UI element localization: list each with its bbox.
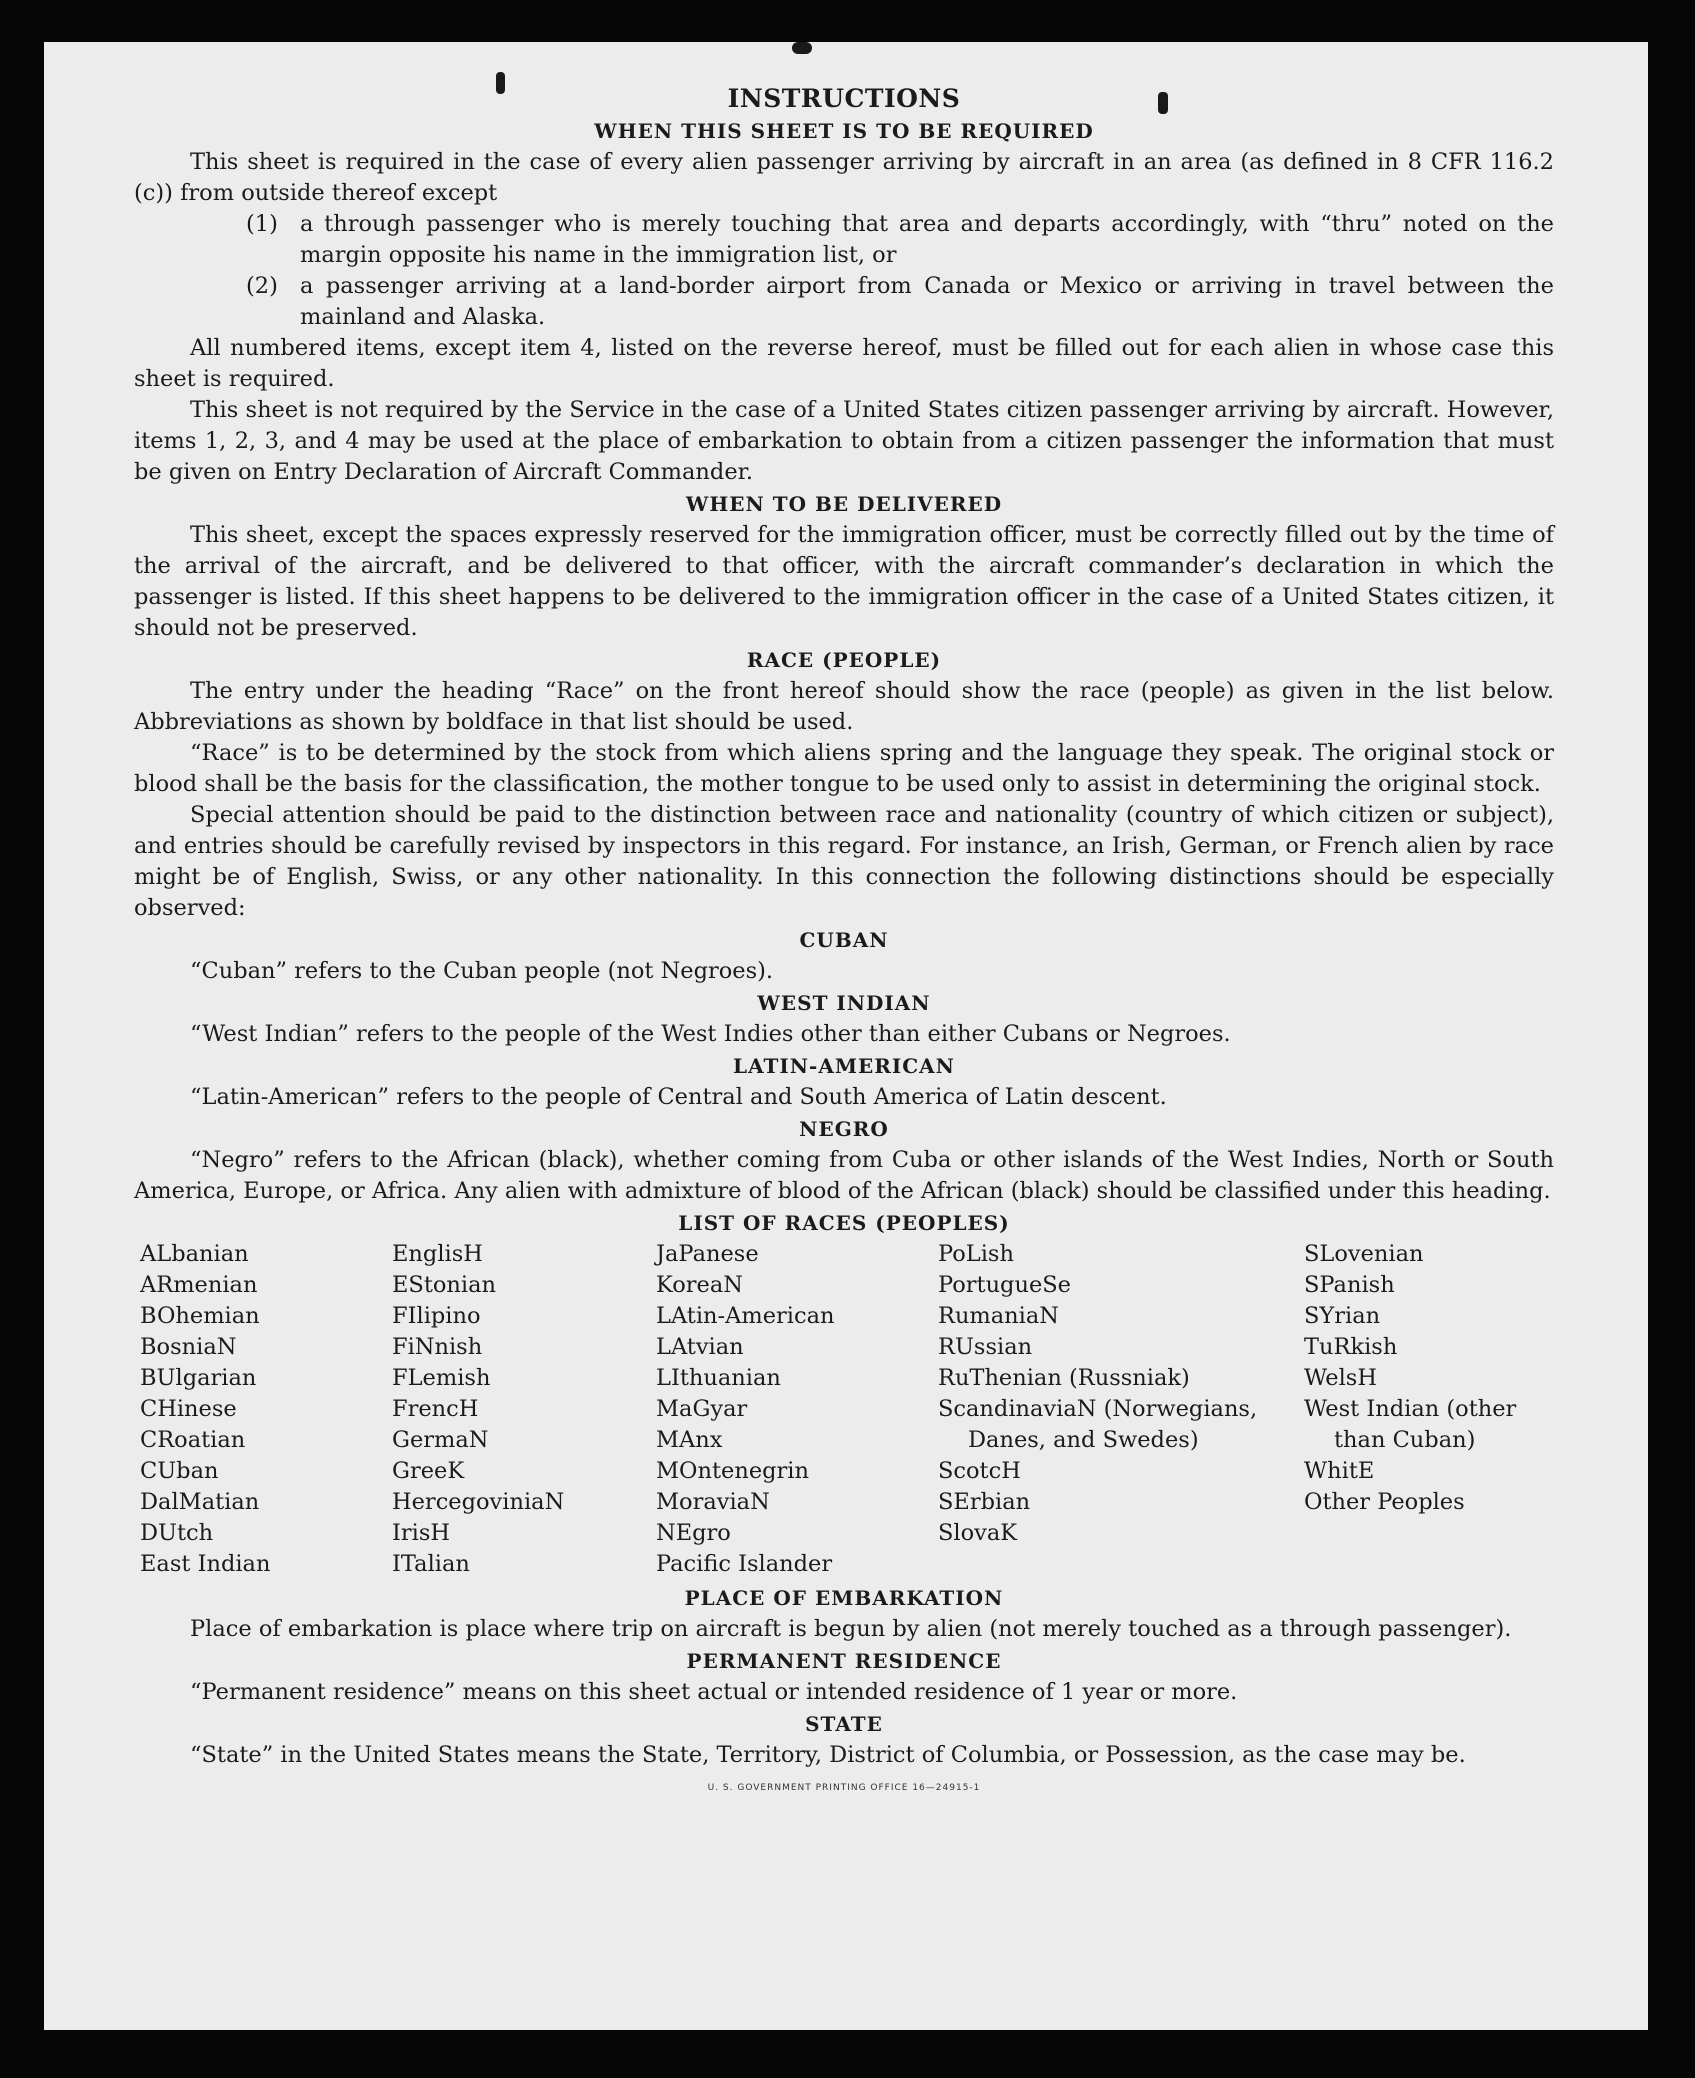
races-column: [656, 1239, 938, 1580]
race-entry: KoreaN: [656, 1272, 743, 1298]
race-entry: RumaniaN: [938, 1303, 1059, 1329]
paragraph: Special attention should be paid to the distinction between race and nationality (country of which citizen or subject), and entries should be carefully revised by inspectors in this regard. For instance, an Irish, German, or French alien by race might be of English, Swiss, or any other nationality. In this connection the following distinctions should be especially observed:: [134, 802, 1554, 921]
paragraph: This sheet is not required by the Service in the case of a United States citizen passenger arriving by aircraft. However, items 1, 2, 3, and 4 may be used at the place of embarkation to obtain from a citizen passenger the information that must be given on Entry Declaration of Aircraft Commander.: [134, 397, 1554, 485]
race-entry: EStonian: [392, 1272, 497, 1298]
race-entry: Pacific Islander: [656, 1551, 833, 1577]
item-number: (2): [246, 273, 278, 299]
race-entry: LIthuanian: [656, 1365, 781, 1391]
race-entry: PortugueSe: [938, 1272, 1072, 1298]
race-entry: GreeK: [392, 1458, 465, 1484]
heading-list-of-races: LIST OF RACES (PEOPLES): [678, 1211, 1010, 1235]
race-entry: TuRkish: [1304, 1334, 1398, 1360]
paragraph: This sheet is required in the case of every alien passenger arriving by aircraft in an area (as defined in 8 CFR 116.2 (c)) from outside thereof except: [134, 149, 1554, 206]
document-content: [134, 84, 1554, 1793]
races-column: [392, 1239, 656, 1580]
race-entry: EnglisH: [392, 1241, 483, 1267]
paragraph: “West Indian” refers to the people of the West Indies other than either Cubans or Negroes.: [190, 1021, 1231, 1047]
race-entry: MaGyar: [656, 1396, 748, 1422]
race-entry: ScandinaviaN (Norwegians, Danes, and Swedes): [938, 1396, 1258, 1453]
race-entry: JaPanese: [656, 1241, 759, 1267]
race-entry: LAtvian: [656, 1334, 744, 1360]
item-number: (1): [246, 211, 278, 237]
race-entry: WelsH: [1304, 1365, 1377, 1391]
heading-when-delivered: WHEN TO BE DELIVERED: [685, 492, 1003, 516]
heading-state: STATE: [805, 1712, 883, 1736]
heading-when-required: WHEN THIS SHEET IS TO BE REQUIRED: [594, 119, 1094, 143]
race-entry: FLemish: [392, 1365, 491, 1391]
race-entry: FiNnish: [392, 1334, 483, 1360]
race-entry: CUban: [140, 1458, 219, 1484]
race-entry: SPanish: [1304, 1272, 1395, 1298]
paragraph: Place of embarkation is place where trip on aircraft is begun by alien (not merely touched as a through passenger).: [190, 1616, 1512, 1642]
race-entry: Other Peoples: [1304, 1489, 1465, 1515]
race-entry: FrencH: [392, 1396, 479, 1422]
race-entry: MOntenegrin: [656, 1458, 809, 1484]
race-entry: GermaN: [392, 1427, 489, 1453]
paragraph: “Race” is to be determined by the stock from which aliens spring and the language they speak. The original stock or blood shall be the basis for the classification, the mother tongue to be used only to assist in determining the original stock.: [134, 740, 1554, 797]
race-entry: WhitE: [1304, 1458, 1375, 1484]
paragraph: This sheet, except the spaces expressly reserved for the immigration officer, must be correctly filled out by the time of the arrival of the aircraft, and be delivered to that officer, with the aircraft commander’s declaration in which the passenger is listed. If this sheet happens to be delivered to the immigration officer in the case of a United States citizen, it should not be preserved.: [134, 522, 1554, 641]
race-entry: FIlipino: [392, 1303, 481, 1329]
race-entry: SlovaK: [938, 1520, 1018, 1546]
race-entry: DUtch: [140, 1520, 214, 1546]
race-entry: IrisH: [392, 1520, 451, 1546]
printer-imprint: U. S. GOVERNMENT PRINTING OFFICE 16—24915-1: [707, 1783, 981, 1793]
paragraph: “Negro” refers to the African (black), whether coming from Cuba or other islands of the West Indies, North or South America, Europe, or Africa. Any alien with admixture of blood of the African (black) should be classified under this heading.: [134, 1147, 1554, 1204]
item-text: a passenger arriving at a land-border airport from Canada or Mexico or arriving in travel between the mainland and Alaska.: [300, 273, 1554, 330]
race-entry: ITalian: [392, 1551, 470, 1577]
race-entry: MAnx: [656, 1427, 723, 1453]
paragraph: “Cuban” refers to the Cuban people (not Negroes).: [190, 958, 774, 984]
race-entry: SLovenian: [1304, 1241, 1424, 1267]
race-entry: BosniaN: [140, 1334, 237, 1360]
race-entry: NEgro: [656, 1520, 731, 1546]
ink-mark-top: [792, 42, 812, 54]
paragraph: “Permanent residence” means on this sheet actual or intended residence of 1 year or more.: [190, 1679, 1238, 1705]
race-entry: East Indian: [140, 1551, 271, 1577]
race-entry: SYrian: [1304, 1303, 1381, 1329]
race-entry: RUssian: [938, 1334, 1033, 1360]
race-entry: LAtin-American: [656, 1303, 835, 1329]
races-column: [938, 1239, 1304, 1580]
race-entry: CRoatian: [140, 1427, 246, 1453]
item-text: a through passenger who is merely touching that area and departs accordingly, with “thru” noted on the margin opposite his name in the immigration list, or: [300, 211, 1554, 268]
race-entry: ScotcH: [938, 1458, 1021, 1484]
race-entry: HercegoviniaN: [392, 1489, 565, 1515]
race-entry: MoraviaN: [656, 1489, 770, 1515]
heading-race: RACE (PEOPLE): [746, 648, 942, 672]
heading-west-indian: WEST INDIAN: [757, 991, 931, 1015]
heading-permanent-residence: PERMANENT RESIDENCE: [686, 1649, 1002, 1673]
paragraph: “State” in the United States means the State, Territory, District of Columbia, or Possession, as the case may be.: [190, 1742, 1466, 1768]
race-entry: BOhemian: [140, 1303, 260, 1329]
race-entry: ARmenian: [140, 1272, 258, 1298]
race-entry: ALbanian: [140, 1241, 249, 1267]
heading-cuban: CUBAN: [799, 928, 889, 952]
race-entry: CHinese: [140, 1396, 237, 1422]
heading-negro: NEGRO: [799, 1117, 889, 1141]
races-column: [1304, 1239, 1560, 1580]
races-list: [140, 1239, 1554, 1580]
list-item: [246, 209, 1554, 271]
race-entry: BUlgarian: [140, 1365, 257, 1391]
paragraph: The entry under the heading “Race” on the front hereof should show the race (people) as given in the list below. Abbreviations as shown by boldface in that list should be used.: [134, 678, 1554, 735]
race-entry: RuThenian (Russniak): [938, 1365, 1190, 1391]
heading-embarkation: PLACE OF EMBARKATION: [684, 1586, 1004, 1610]
document-sheet: [44, 42, 1648, 2030]
document-title: INSTRUCTIONS: [727, 84, 961, 113]
races-column: [140, 1239, 392, 1580]
heading-latin-american: LATIN-AMERICAN: [733, 1054, 955, 1078]
race-entry: PoLish: [938, 1241, 1014, 1267]
race-entry: SErbian: [938, 1489, 1031, 1515]
paragraph: All numbered items, except item 4, listed on the reverse hereof, must be filled out for each alien in whose case this sheet is required.: [134, 335, 1554, 392]
paragraph: “Latin-American” refers to the people of Central and South America of Latin descent.: [190, 1084, 1167, 1110]
race-entry: West Indian (other than Cuban): [1304, 1396, 1517, 1453]
list-item: [246, 271, 1554, 333]
race-entry: DalMatian: [140, 1489, 260, 1515]
